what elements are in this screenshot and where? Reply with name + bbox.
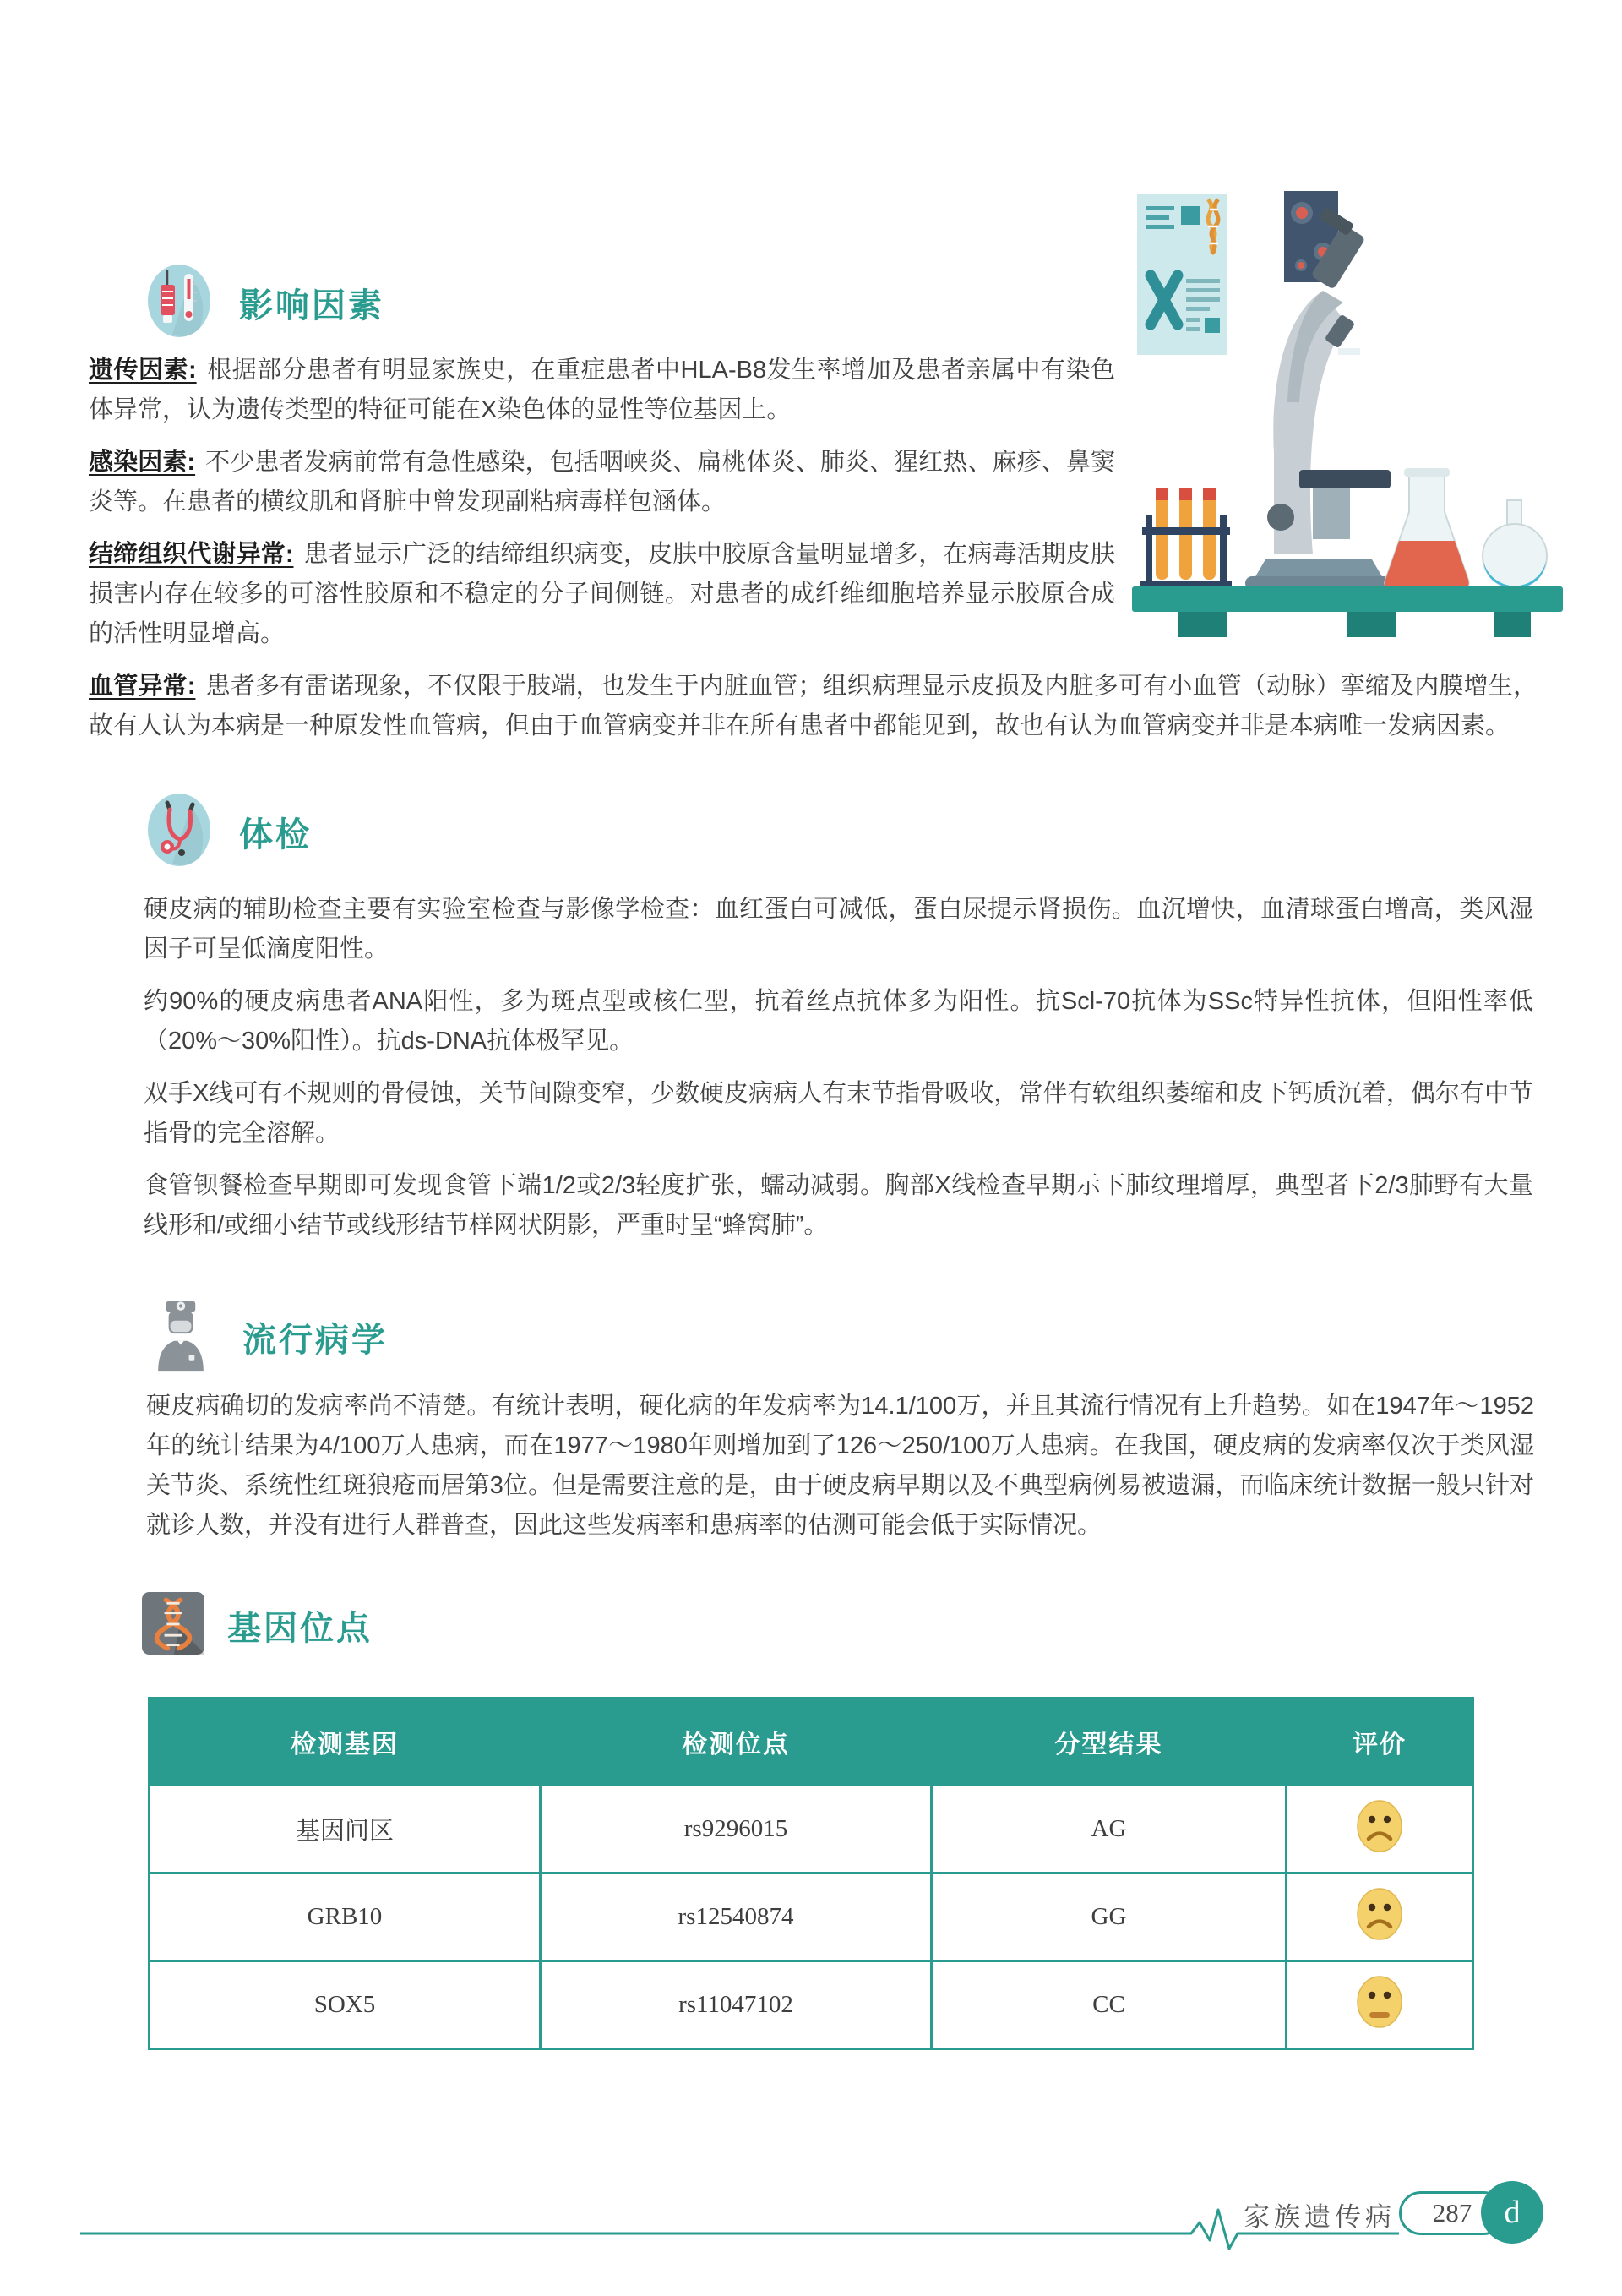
section-title-checkup: 体检: [239, 815, 312, 854]
column-header-site: 检测位点: [541, 1699, 932, 1786]
doctor-icon: [142, 1296, 220, 1378]
epidemiology-body: [146, 1387, 1534, 1546]
cell-site: rs9296015: [541, 1786, 932, 1873]
syringe-thermometer-icon: [142, 262, 216, 344]
cell-genotype: AG: [932, 1786, 1287, 1873]
paragraph-connective: [89, 535, 1115, 654]
cell-site: rs11047102: [541, 1961, 932, 2049]
paragraph-label: 血管异常:: [89, 673, 196, 700]
cell-rating: [1287, 1961, 1473, 2049]
paragraph-incidence: 硬皮病确切的发病率尚不清楚。有统计表明，硬化病的年发病率为14.1/100万，并且其流行情况有上升趋势。如在1947年～1952年的统计结果为4/100万人患病，而在1977～1980年则增加到了126～250/100万人患病。在我国，硬皮病的发病率仅次于类风湿关节炎、系统性红斑狼疮而居第3位。但是需要注意的是，由于硬皮病早期以及不典型病例易被遗漏，而临床统计数据一般只针对就诊人数，并没有进行人群普查，因此这些发病率和患病率的估测可能会低于实际情况。: [146, 1393, 1534, 1539]
laboratory-illustration: [1130, 191, 1565, 652]
cell-genotype: GG: [932, 1873, 1287, 1961]
paragraph-infection: [89, 443, 1115, 522]
dna-icon: [142, 1592, 204, 1659]
cell-rating: [1287, 1786, 1473, 1873]
cell-site: rs12540874: [541, 1873, 932, 1961]
sad-face-icon: [1356, 1799, 1403, 1853]
table-row: [150, 1786, 1473, 1873]
page-number-badge: 287: [1399, 2191, 1505, 2235]
column-header-genotype: 分型结果: [932, 1699, 1287, 1786]
paragraph-text: 不少患者发病前常有急性感染，包括咽峡炎、扁桃体炎、肺炎、猩红热、麻疹、鼻窦炎等。在患者的横纹肌和肾脏中曾发现副粘病毒样包涵体。: [89, 449, 1115, 515]
section-title-gene-loci: 基因位点: [227, 1609, 373, 1647]
paragraph-label: 感染因素:: [89, 449, 196, 476]
stethoscope-icon: [142, 791, 216, 873]
paragraph-ana: 约90%的硬皮病患者ANA阳性，多为斑点型或核仁型，抗着丝点抗体多为阳性。抗Scl-70抗体为SSc特异性抗体，但阳性率低（20%～30%阳性）。抗ds-DNA抗体极罕见。: [144, 988, 1533, 1055]
section-header-checkup: [142, 793, 312, 870]
cell-gene: SOX5: [150, 1961, 541, 2049]
cell-gene: GRB10: [150, 1873, 541, 1961]
cell-rating: [1287, 1873, 1473, 1961]
table-header-row: [150, 1699, 1473, 1786]
neutral-face-icon: [1356, 1975, 1403, 2029]
footer-book-title: 家族遗传病: [1244, 2202, 1396, 2232]
checkup-body: [144, 890, 1533, 1246]
column-header-gene: 检测基因: [150, 1699, 541, 1786]
sad-face-icon: [1356, 1887, 1403, 1941]
paragraph-label: 结缔组织代谢异常:: [89, 541, 294, 568]
section-header-gene-loci: [142, 1594, 373, 1656]
paragraph-genetic: [89, 351, 1115, 430]
paragraph-barium: 食管钡餐检查早期即可发现食管下端1/2或2/3轻度扩张，蠕动减弱。胸部X线检查早期示下肺纹理增厚，典型者下2/3肺野有大量线形和/或细小结节或线形结节样网状阴影，严重时呈“蜂窝肺”。: [144, 1172, 1533, 1239]
section-tab-letter: d: [1481, 2181, 1543, 2244]
paragraph-text: 患者显示广泛的结缔组织病变，皮肤中胶原含量明显增多，在病毒活期皮肤损害内存在较多的可溶性胶原和不稳定的分子间侧链。对患者的成纤维细胞培养显示胶原合成的活性明显增高。: [89, 541, 1115, 647]
paragraph-text: 根据部分患者有明显家族史，在重症患者中HLA-B8发生率增加及患者亲属中有染色体异常，认为遗传类型的特征可能在X染色体的显性等位基因上。: [89, 357, 1115, 423]
cell-genotype: CC: [932, 1961, 1287, 2049]
table-row: [150, 1873, 1473, 1961]
gene-loci-table: [148, 1697, 1474, 2050]
table-row: [150, 1961, 1473, 2049]
paragraph-lab-imaging: 硬皮病的辅助检查主要有实验室检查与影像学检查：血红蛋白可减低，蛋白尿提示肾损伤。血沉增快，血清球蛋白增高，类风湿因子可呈低滴度阳性。: [144, 896, 1533, 963]
paragraph-vascular: [89, 667, 1538, 746]
column-header-rating: 评价: [1287, 1699, 1473, 1786]
paragraph-text: 患者多有雷诺现象，不仅限于肢端，也发生于内脏血管；组织病理显示皮损及内脏多可有小血管（动脉）挛缩及内膜增生，故有人认为本病是一种原发性血管病，但由于血管病变并非在所有患者中都能见到，故也有认为血管病变并非是本病唯一发病因素。: [89, 673, 1538, 739]
cell-gene: 基因间区: [150, 1786, 541, 1873]
paragraph-xray-hands: 双手X线可有不规则的骨侵蚀，关节间隙变窄，少数硬皮病病人有末节指骨吸收，常伴有软组织萎缩和皮下钙质沉着，偶尔有中节指骨的完全溶解。: [144, 1080, 1533, 1147]
section-header-epidemiology: [142, 1298, 388, 1376]
section-title-epidemiology: 流行病学: [242, 1321, 388, 1359]
paragraph-label: 遗传因素:: [89, 357, 197, 384]
section-header-factors: [142, 264, 384, 341]
footer-ecg-line: [80, 2183, 1399, 2288]
section-title-factors: 影响因素: [239, 286, 384, 324]
